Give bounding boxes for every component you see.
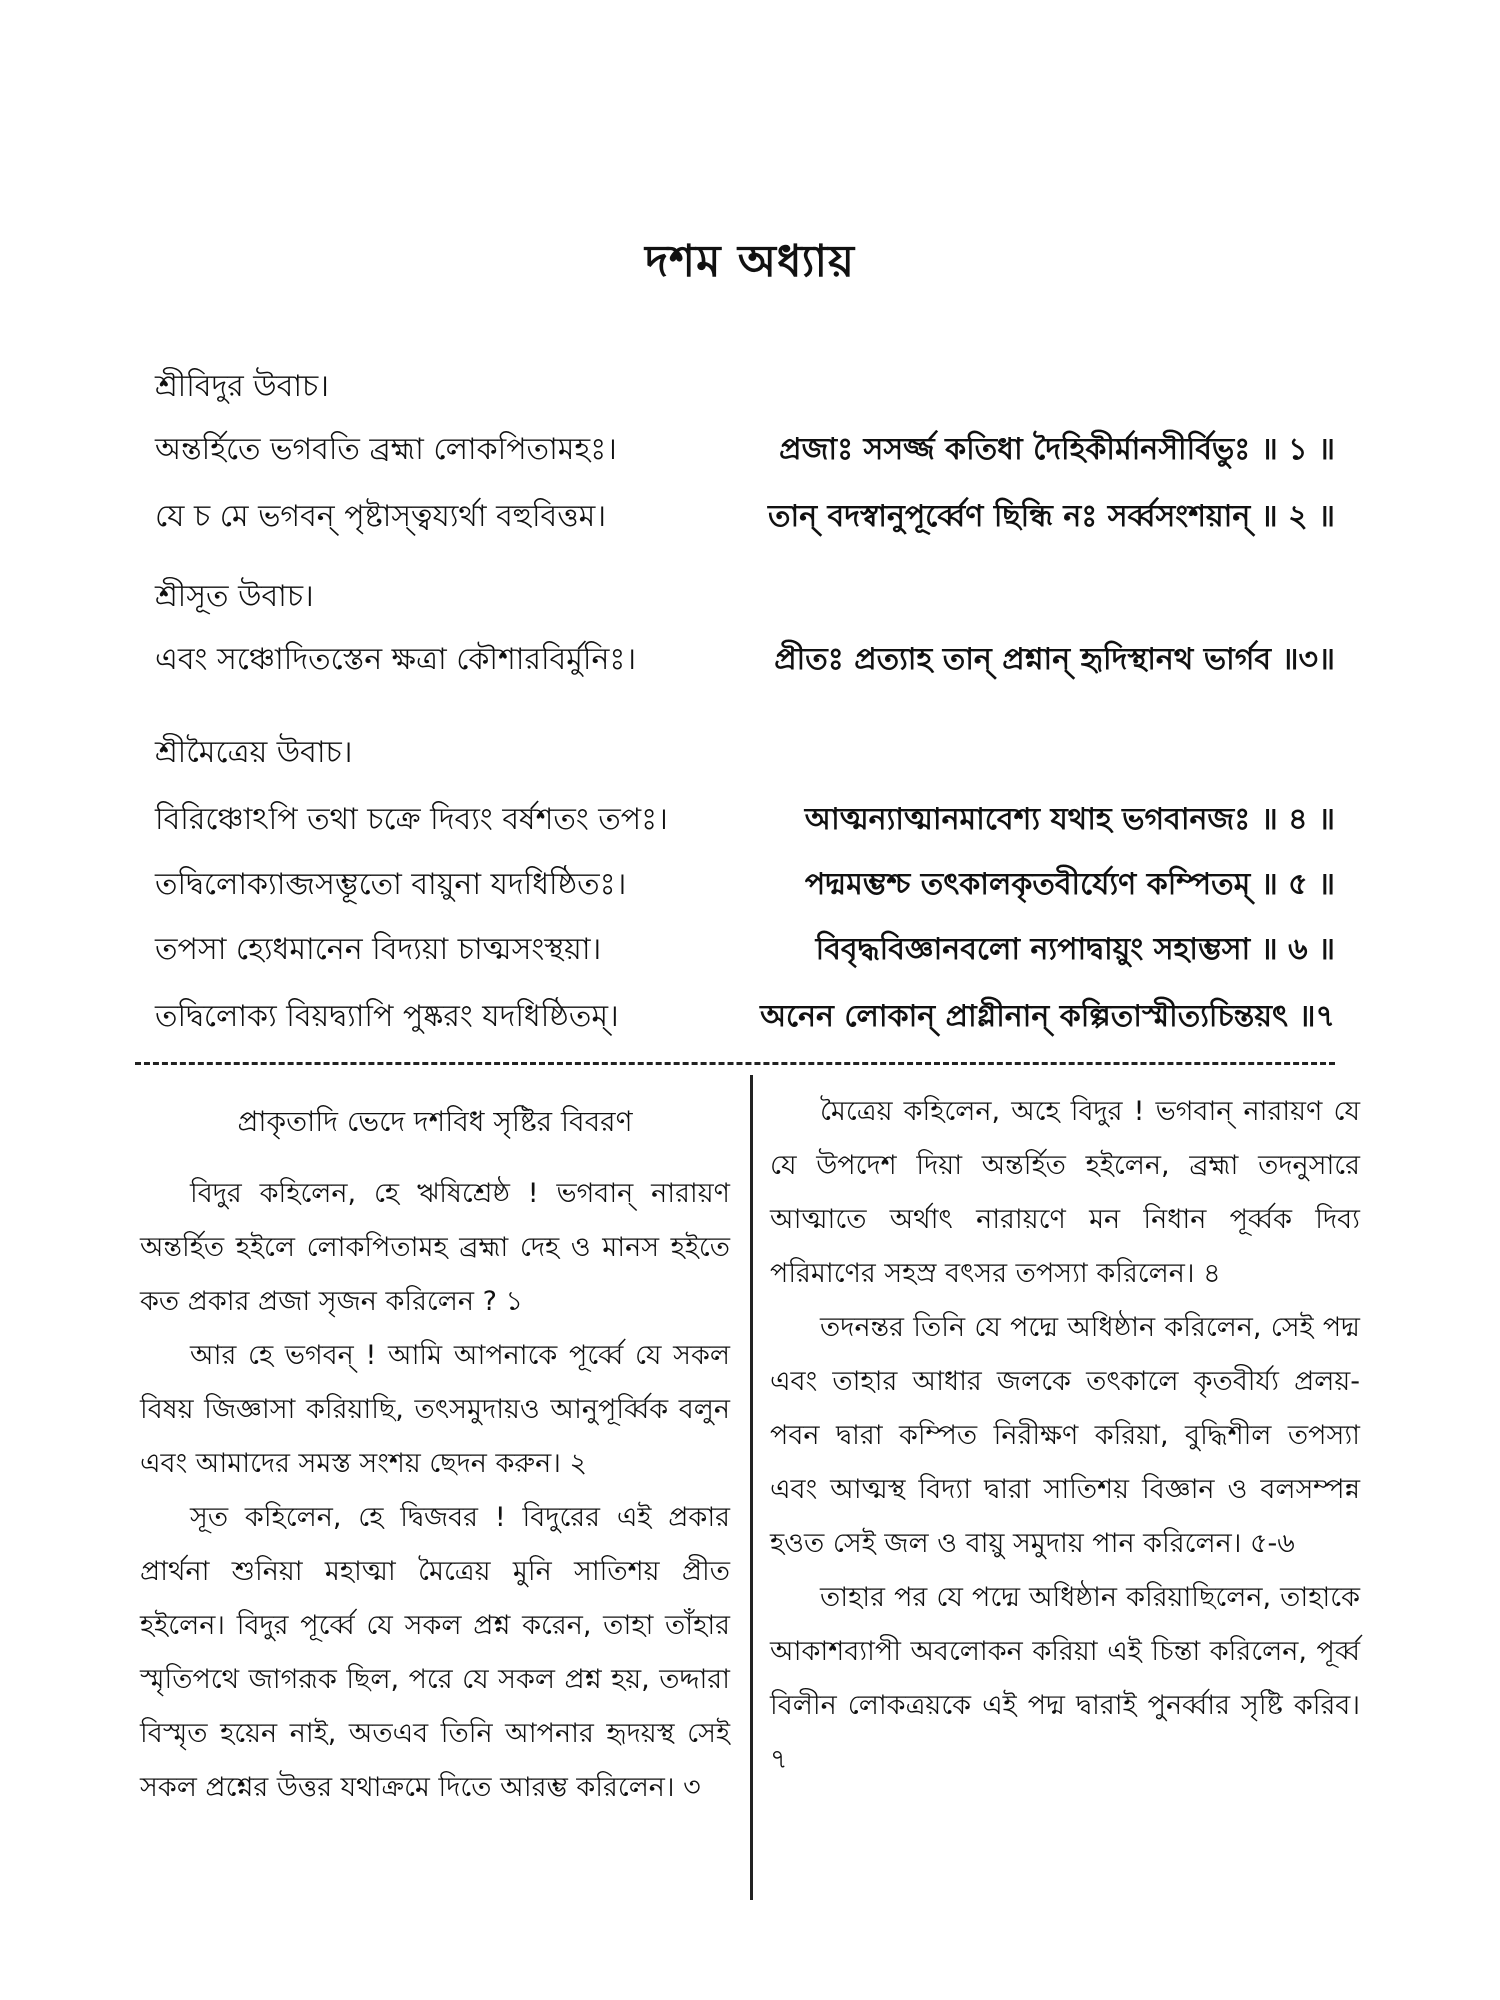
section-divider (135, 1062, 1335, 1065)
verse-5-second-half: পদ্মমম্ভশ্চ তৎকালকৃতবীর্য্যেণ কম্পিতম্ ॥ ৫ ॥ (804, 867, 1335, 902)
commentary-heading: প্রাকৃতাদি ভেদে দশবিধ সৃষ্টির বিবরণ (237, 1105, 633, 1138)
commentary-paragraph: মৈত্রেয় কহিলেন, অহে বিদুর ! ভগবান্ নারায়ণ যে যে উপদেশ দিয়া অন্তর্হিত হইলেন, ব্রহ্মা তদনুসারে আত্মাতে অর্থাৎ নারায়ণে মন নিধান পূর্ব্বক দিব্য পরিমাণের সহস্র বৎসর তপস্যা করিলেন। ৪ (770, 1096, 1360, 1289)
speaker-vidura: শ্রীবিদুর উবাচ। (155, 369, 329, 404)
commentary-paragraph: বিদুর কহিলেন, হে ঋষিশ্রেষ্ঠ ! ভগবান্ নারায়ণ অন্তর্হিত হইলে লোকপিতামহ ব্রহ্মা দেহ ও মানস হইতে কত প্রকার প্রজা সৃজন করিলেন ? ১ (140, 1178, 730, 1317)
column-rule (750, 1075, 753, 1900)
speaker-suta: শ্রীসূত উবাচ। (155, 579, 314, 614)
verse-line-6 (155, 925, 1335, 975)
commentary-left-column (140, 1085, 730, 1815)
verse-2-second-half: তান্ বদস্বানুপূর্ব্বেণ ছিন্ধি নঃ সর্ব্বসংশয়ান্ ॥ ২ ॥ (768, 499, 1335, 534)
commentary-paragraph: সূত কহিলেন, হে দ্বিজবর ! বিদুরের এই প্রকার প্রার্থনা শুনিয়া মহাত্মা মৈত্রেয় মুনি সাতিশয় প্রীত হইলেন। বিদুর পূর্ব্বে যে সকল প্রশ্ন করেন, তাহা তাঁহার স্মৃতিপথে জাগরূক ছিল, পরে যে সকল প্রশ্ন হয়, তদ্দারা বিস্মৃত হয়েন নাই, অতএব তিনি আপনার হৃদয়স্থ সেই সকল প্রশ্নের উত্তর যথাক্রমে দিতে আরম্ভ করিলেন। ৩ (140, 1502, 730, 1803)
verse-4-first-half: বিরিঞ্চোঽপি তথা চক্রে দিব্যং বর্ষশতং তপঃ। (155, 802, 668, 837)
verse-1-second-half: প্রজাঃ সসর্জ্জ কতিধা দৈহিকীর্মানসীর্বিভুঃ ॥ ১ ॥ (779, 432, 1335, 467)
verse-1-first-half: অন্তর্হিতে ভগবতি ব্রহ্মা লোকপিতামহঃ। (155, 432, 617, 467)
verse-3-second-half: প্রীতঃ প্রত্যাহ তান্ প্রশ্নান্ হৃদিস্থানথ ভার্গব ॥৩॥ (774, 642, 1335, 677)
verse-line-2 (155, 492, 1335, 542)
chapter-title: দশম অধ্যায় (644, 236, 856, 287)
verse-line-1 (155, 425, 1335, 475)
verse-6-first-half: তপসা হ্যেধমানেন বিদ্যয়া চাত্মসংস্থয়া। (155, 932, 602, 967)
verse-6-second-half: বিবৃদ্ধবিজ্ঞানবলো ন্যপাদ্বায়ুং সহাম্ভসা ॥ ৬ ॥ (815, 932, 1335, 967)
verse-4-second-half: আত্মন্যাত্মানমাবেশ্য যথাহ ভগবানজঃ ॥ ৪ ॥ (804, 802, 1335, 837)
commentary-paragraph: তদনন্তর তিনি যে পদ্মে অধিষ্ঠান করিলেন, সেই পদ্ম এবং তাহার আধার জলকে তৎকালে কৃতবীর্য্য প্রলয়-পবন দ্বারা কম্পিত নিরীক্ষণ করিয়া, বুদ্ধিশীল তপস্যা এবং আত্মস্থ বিদ্যা দ্বারা সাতিশয় বিজ্ঞান ও বলসম্পন্ন হওত সেই জল ও বায়ু সমুদায় পান করিলেন। ৫-৬ (770, 1312, 1360, 1559)
verse-7-first-half: তদ্বিলোক্য বিয়দ্ব্যাপি পুষ্করং যদধিষ্ঠিতম্। (155, 999, 619, 1034)
verse-line-5 (155, 860, 1335, 910)
verse-3-first-half: এবং সঞ্চোদিতস্তেন ক্ষত্রা কৌশারবির্মুনিঃ। (155, 642, 637, 677)
commentary-right-column (770, 1085, 1360, 1787)
verse-line-4 (155, 795, 1335, 845)
verse-2-first-half: যে চ মে ভগবন্ পৃষ্টাস্ত্বয্যর্থা বহুবিত্তম। (155, 499, 607, 534)
speaker-maitreya: শ্রীমৈত্রেয় উবাচ। (155, 735, 353, 770)
verse-7-second-half: অনেন লোকান্ প্রাগ্লীনান্ কল্পিতাস্মীত্যচিন্তয়ৎ ॥৭ (760, 999, 1335, 1034)
verse-line-7 (155, 992, 1335, 1042)
verse-line-3 (155, 635, 1335, 685)
commentary-paragraph: তাহার পর যে পদ্মে অধিষ্ঠান করিয়াছিলেন, তাহাকে আকাশব্যাপী অবলোকন করিয়া এই চিন্তা করিলেন, পূর্ব্ব বিলীন লোকত্রয়কে এই পদ্ম দ্বারাই পুনর্ব্বার সৃষ্টি করিব। ৭ (770, 1582, 1360, 1775)
commentary-paragraph: আর হে ভগবন্ ! আমি আপনাকে পূর্ব্বে যে সকল বিষয় জিজ্ঞাসা করিয়াছি, তৎসমুদায়ও আনুপূর্ব্বিক বলুন এবং আমাদের সমস্ত সংশয় ছেদন করুন। ২ (140, 1340, 730, 1479)
verse-5-first-half: তদ্বিলোক্যাব্জসম্ভূতো বায়ুনা যদধিষ্ঠিতঃ। (155, 867, 627, 902)
